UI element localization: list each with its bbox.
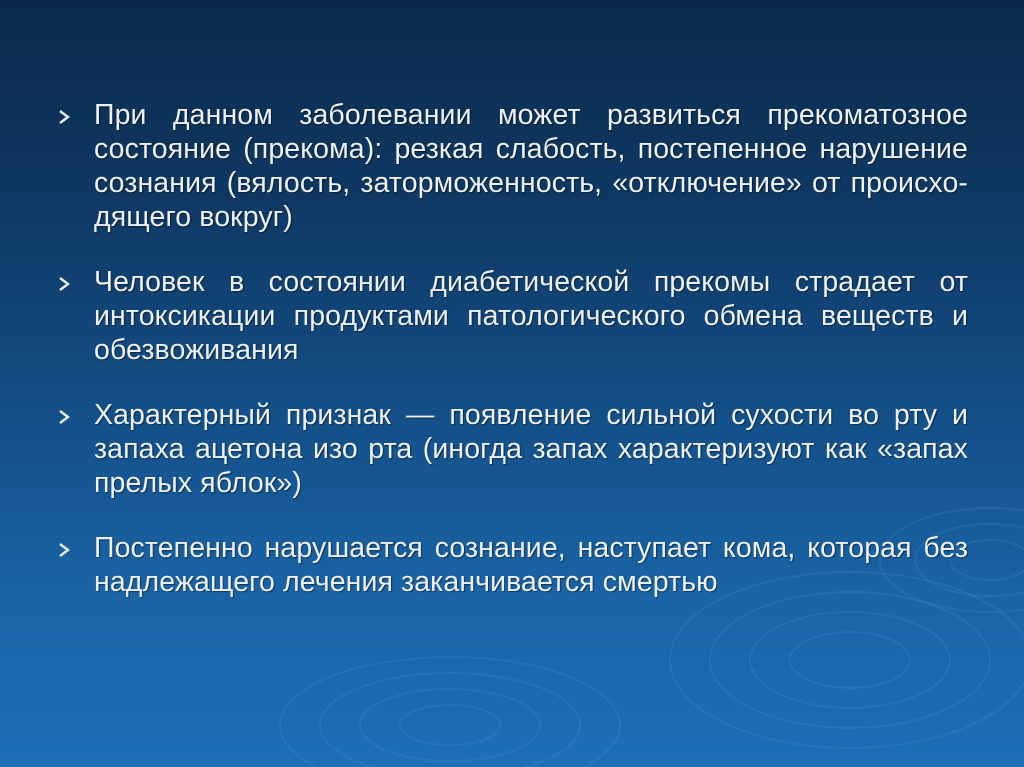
bullet-text: Постепенно нарушается сознание, наступает кома, которая без надлежащего лечения заканчивается смертью (94, 532, 968, 598)
bullet-item (58, 531, 968, 599)
arrow-bullet-icon (58, 531, 94, 557)
bullet-item (58, 265, 968, 367)
bullet-item (58, 398, 968, 500)
arrow-bullet-icon (58, 98, 94, 124)
arrow-bullet-icon (58, 265, 94, 291)
arrow-bullet-icon (58, 398, 94, 424)
bullet-text: При данном заболевании может развиться прекоматозное состояние (прекома): резкая слабость, постепенное нарушение сознания (вялость, заторможенность, «отключение» от происхо-дящего вокруг) (94, 99, 968, 233)
bullet-item (58, 98, 968, 234)
bullet-text: Человек в состоянии диабетической прекомы страдает от интоксикации продуктами патологического обмена веществ и обезвоживания (94, 266, 968, 366)
bullet-list (58, 98, 968, 630)
bullet-text: Характерный признак — появление сильной сухости во рту и запаха ацетона изо рта (иногда запах характеризуют как «запах прелых яблок») (94, 399, 968, 499)
